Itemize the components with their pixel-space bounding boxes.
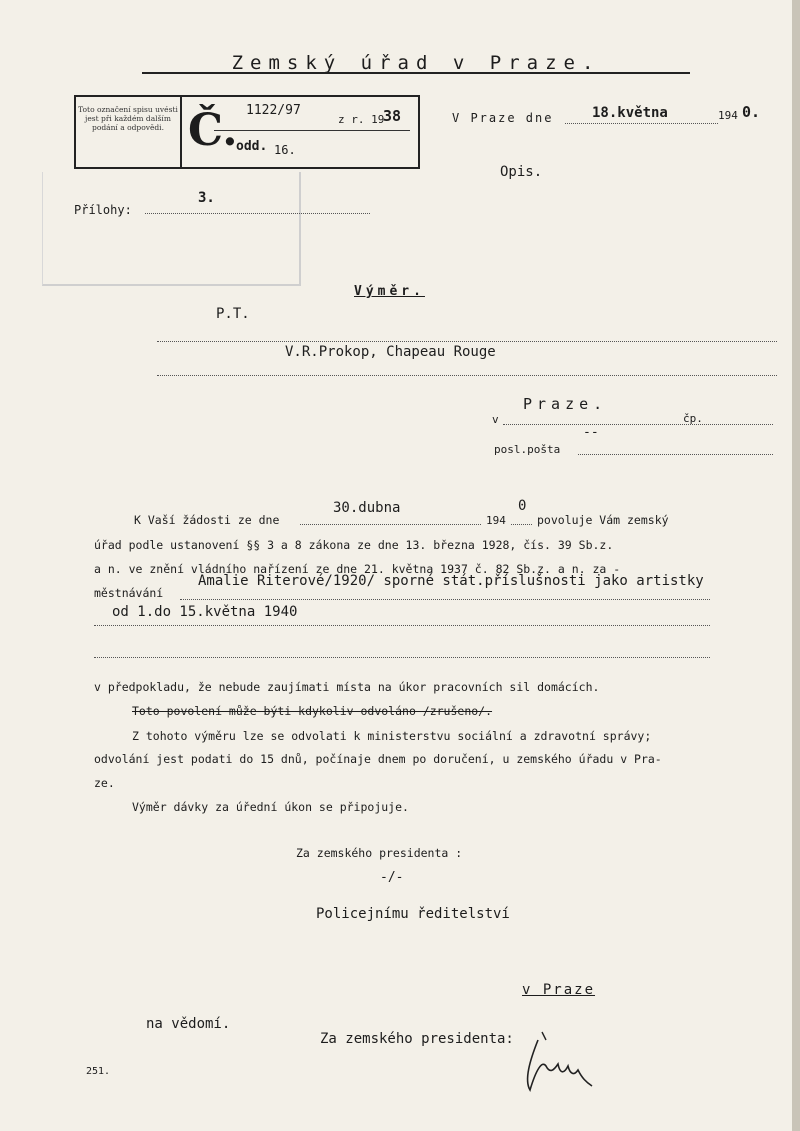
copy-label: Opis. (500, 164, 543, 180)
post-label: posl.pošta (494, 443, 561, 456)
request-date: 30.dubna (333, 500, 401, 516)
date-year-prefix: 194 (718, 109, 738, 122)
period-dots (94, 625, 710, 626)
attachments-label: Přílohy: (74, 203, 132, 217)
addressee-dots-1 (157, 341, 777, 342)
request-year-dots (511, 524, 532, 525)
body-line-8: Z tohoto výměru lze se odvolati k ministerstvu sociální a zdravotní správy; (132, 729, 652, 743)
body-line-4-label: městnávání (94, 586, 164, 600)
reference-divider (214, 130, 410, 131)
struck-revocation-clause: Toto povolení může býti kdykoliv odvoláno /zrušeno/. (132, 704, 493, 718)
employee-dots (180, 599, 710, 600)
page-number: 251. (86, 1066, 111, 1077)
body-line-2: úřad podle ustanovení §§ 3 a 8 zákona ze dne 13. března 1928, čís. 39 Sb.z. (94, 538, 614, 552)
addressee-name: V.R.Prokop, Chapeau Rouge (285, 344, 496, 360)
request-year-digit: 0 (518, 498, 527, 514)
department-label: odd. (236, 139, 268, 154)
body-line-1a: K Vaší žádosti ze dne (134, 513, 280, 527)
signature-line-1: Za zemského presidenta : (296, 846, 463, 860)
attachments-dots (145, 213, 370, 214)
addressee-dots-2 (157, 375, 777, 376)
salutation: P.T. (216, 306, 250, 322)
date-year-suffix: 0. (742, 103, 761, 121)
faded-stamp (42, 172, 301, 286)
request-year: 194 (486, 514, 506, 527)
reference-box (74, 95, 420, 169)
reference-note: Toto označení spisu uvésti jest při každém dalším podání a odpovědi. (78, 105, 178, 132)
city-value: Praze. (523, 395, 608, 413)
signature-line-2: Za zemského presidenta: (320, 1031, 514, 1047)
signature-mark: -/- (380, 870, 404, 885)
for-information: na vědomí. (146, 1016, 231, 1032)
header-underline (142, 72, 690, 74)
cp-label: čp. (683, 412, 703, 425)
body-line-11: Výměr dávky za úřední úkon se připojuje. (132, 800, 409, 814)
post-value: -- (583, 425, 599, 440)
recipient-city: v Praze (522, 982, 596, 998)
body-line-9: odvolání jest podati do 15 dnů, počínaje dnem po doručení, u zemského úřadu v Pra- (94, 752, 662, 766)
body-line-1b: povoluje Vám zemský (537, 513, 669, 527)
reference-year: 38 (383, 107, 402, 125)
department-value: 16. (274, 143, 296, 157)
body-line-10: ze. (94, 776, 115, 790)
post-dots (578, 454, 773, 455)
reference-letter: Č. (188, 105, 238, 156)
body-line-3: a n. ve znění vládního nařízení ze dne 21. května 1937 č. 82 Sb.z. a n. za - (94, 562, 621, 576)
date-prefix: V Praze dne (452, 111, 554, 125)
reference-year-label: z r. 19 (338, 113, 385, 126)
document-title: Výměr. (354, 284, 425, 299)
city-prefix: v (492, 413, 499, 426)
city-dots (503, 424, 773, 425)
blank-dots (94, 657, 710, 658)
date-value: 18.května (592, 105, 668, 121)
employee-details: Amalie Riterové/1920/ sporné stát.příslušnosti jako artistky (198, 573, 704, 589)
request-date-dots (300, 524, 481, 525)
reference-number: 1122/97 (246, 103, 301, 118)
date-dots (565, 123, 718, 124)
recipient: Policejnímu ředitelství (316, 906, 510, 922)
reference-separator (180, 97, 182, 167)
office-header: Zemský úřad v Praze. (231, 52, 601, 74)
body-line-6: v předpokladu, že nebude zaujímati místa na úkor pracovních sil domácích. (94, 680, 600, 694)
employment-period: od 1.do 15.května 1940 (112, 604, 298, 620)
attachments-value: 3. (198, 190, 215, 206)
handwritten-signature (520, 1030, 600, 1100)
